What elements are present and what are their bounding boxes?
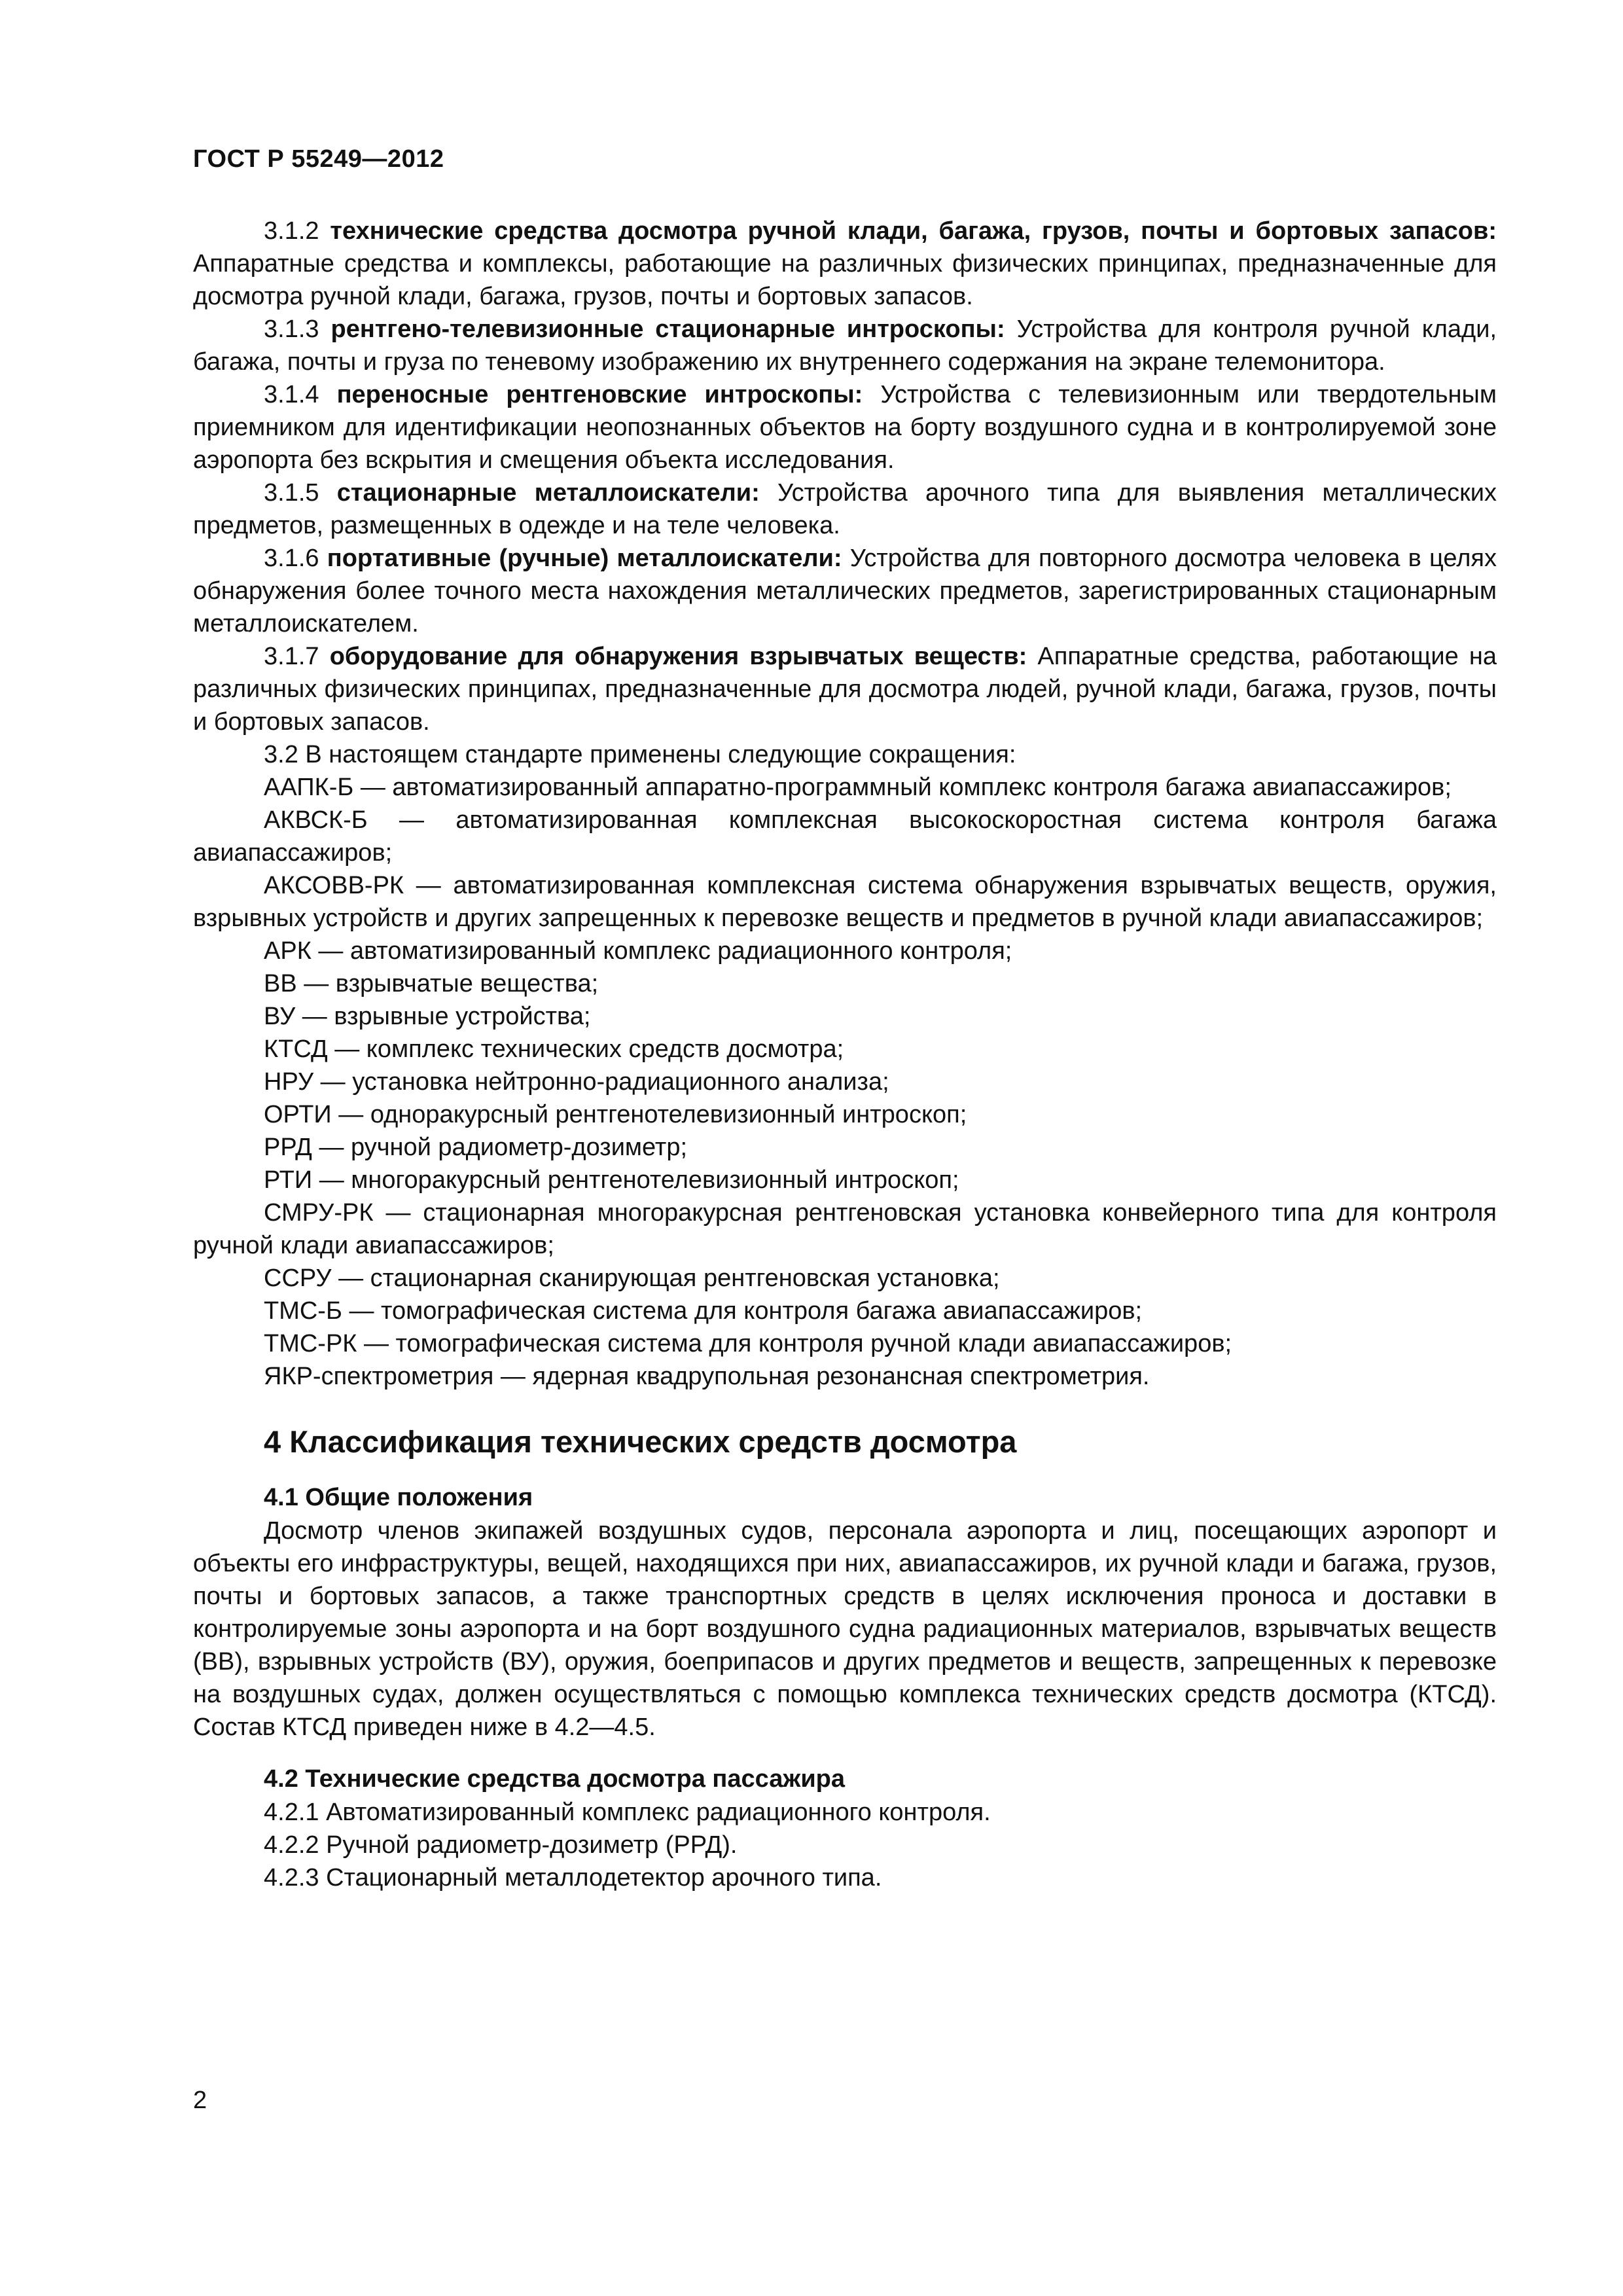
abbreviation-item: ЯКР-спектрометрия — ядерная квадрупольная резонансная спектрометрия. [264,1363,1150,1390]
abbreviation-item: ССРУ — стационарная сканирующая рентгеновская установка; [264,1265,1000,1292]
abbreviation-item: КТСД — комплекс технических средств досмотра; [264,1035,844,1063]
abbreviation-item: ОРТИ — одноракурсный рентгенотелевизионный интроскоп; [264,1101,967,1128]
abbreviation-item: АКВСК-Б — автоматизированная комплексная высокоскоростная система контроля багажа авиапассажиров; [193,806,1497,867]
abbreviation-item: НРУ — установка нейтронно-радиационного анализа; [264,1068,889,1096]
abbreviation-item: ААПК-Б — автоматизированный аппаратно-программный комплекс контроля багажа авиапассажиров; [264,774,1452,801]
item-4-2-2: 4.2.2 Ручной радиометр-дозиметр (РРД). [264,1831,738,1859]
definition-term: стационарные металлоискатели: [336,479,760,507]
definition-term: технические средства досмотра ручной клади, багажа, грузов, почты и бортовых запасов: [330,217,1497,245]
definition-3-1-6: 3.1.6 портативные (ручные) металлоискатели: Устройства для повторного досмотра человека в целях обнаружения более точного места нахождения металлических предметов, зарегистрированных стационарным металлоискателем. [193,545,1497,637]
definition-term: портативные (ручные) металлоискатели: [327,545,842,572]
abbreviation-item: ТМС-РК — томографическая система для контроля ручной клади авиапассажиров; [264,1330,1232,1357]
abbreviations-intro: 3.2 В настоящем стандарте применены следующие сокращения: [264,741,1016,768]
item-4-2-3: 4.2.3 Стационарный металлодетектор арочного типа. [264,1864,882,1892]
definition-term: оборудование для обнаружения взрывчатых веществ: [329,643,1027,670]
abbreviation-item: ВВ — взрывчатые вещества; [264,970,599,997]
definition-term: рентгено-телевизионные стационарные интроскопы: [330,315,1005,343]
definition-text: Устройства с телевизионным или твердотельным приемником для идентификации неопознанных объектов на борту воздушного судна и в контролируемой зоне аэропорта без вскрытия и смещения объекта исследования. [193,381,1497,474]
abbreviation-item: ТМС-Б — томографическая система для контроля багажа авиапассажиров; [264,1297,1143,1325]
subsection-4-2-heading: 4.2 Технические средства досмотра пассажира [264,1765,846,1793]
page-number: 2 [193,2087,207,2114]
document-header: ГОСТ Р 55249—2012 [193,145,444,173]
abbreviation-item: ВУ — взрывные устройства; [264,1003,591,1030]
subsection-4-1-heading: 4.1 Общие положения [264,1484,533,1511]
abbreviation-item: РТИ — многоракурсный рентгенотелевизионный интроскоп; [264,1166,959,1194]
subsection-4-1-text: Досмотр членов экипажей воздушных судов, персонала аэропорта и лиц, посещающих аэропорт и объекты его инфраструктуры, вещей, находящихся при них, авиапассажиров, их ручной клади и багажа, грузов, почты и бортовых запасов, а также транспортных средств в целях исключения проноса и доставки в контролируемые зоны аэропорта и на борт воздушного судна радиационных материалов, взрывчатых веществ (ВВ), взрывных устройств (ВУ), оружия, боеприпасов и других предметов и веществ, запрещенных к перевозке на воздушных судах, должен осуществляться с помощью комплекса технических средств досмотра (КТСД). Состав КТСД приведен ниже в 4.2—4.5. [193,1517,1497,1741]
abbreviation-item: АКСОВВ-РК — автоматизированная комплексная система обнаружения взрывчатых веществ, оружия, взрывных устройств и других запрещенных к перевозке веществ и предметов в ручной клади авиапассажиров; [193,872,1497,932]
definition-3-1-5: 3.1.5 стационарные металлоискатели: Устройства арочного типа для выявления металлических предметов, размещенных в одежде и на теле человека. [193,479,1497,539]
abbreviation-item: АРК — автоматизированный комплекс радиационного контроля; [264,937,1012,965]
abbreviation-item: РРД — ручной радиометр-дозиметр; [264,1134,688,1161]
item-4-2-1: 4.2.1 Автоматизированный комплекс радиационного контроля. [264,1799,991,1826]
definition-text: Устройства для контроля ручной клади, багажа, почты и груза по теневому изображению их внутреннего содержания на экране телемонитора. [193,315,1497,376]
definition-text: Аппаратные средства, работающие на различных физических принципах, предназначенные для досмотра людей, ручной клади, багажа, грузов, почты и бортовых запасов. [193,643,1497,736]
definition-term: переносные рентгеновские интроскопы: [336,381,863,408]
definition-text: Аппаратные средства и комплексы, работающие на различных физических принципах, предназначенные для досмотра ручной клади, багажа, грузов, почты и бортовых запасов. [193,250,1497,310]
section-4-heading: 4 Классификация технических средств досмотра [264,1424,1017,1459]
definition-3-1-3: 3.1.3 рентгено-телевизионные стационарные интроскопы: Устройства для контроля ручной клади, багажа, почты и груза по теневому изображению их внутреннего содержания на экране телемонитора. [193,315,1497,376]
definition-3-1-7: 3.1.7 оборудование для обнаружения взрывчатых веществ: Аппаратные средства, работающие на различных физических принципах, предназначенные для досмотра людей, ручной клади, багажа, грузов, почты и бортовых запасов. [193,643,1497,736]
definition-3-1-2: 3.1.2 технические средства досмотра ручной клади, багажа, грузов, почты и бортовых запасов: Аппаратные средства и комплексы, работающие на различных физических принципах, предназначенные для досмотра ручной клади, багажа, грузов, почты и бортовых запасов. [193,217,1497,310]
abbreviation-item: СМРУ-РК — стационарная многоракурсная рентгеновская установка конвейерного типа для контроля ручной клади авиапассажиров; [193,1199,1497,1259]
document-body [193,215,1497,1894]
definition-3-1-4: 3.1.4 переносные рентгеновские интроскопы: Устройства с телевизионным или твердотельным приемником для идентификации неопознанных объектов на борту воздушного судна и в контролируемой зоне аэропорта без вскрытия и смещения объекта исследования. [193,381,1497,474]
definition-text: Устройства арочного типа для выявления металлических предметов, размещенных в одежде и на теле человека. [193,479,1497,539]
definition-text: Устройства для повторного досмотра человека в целях обнаружения более точного места нахождения металлических предметов, зарегистрированных стационарным металлоискателем. [193,545,1497,637]
